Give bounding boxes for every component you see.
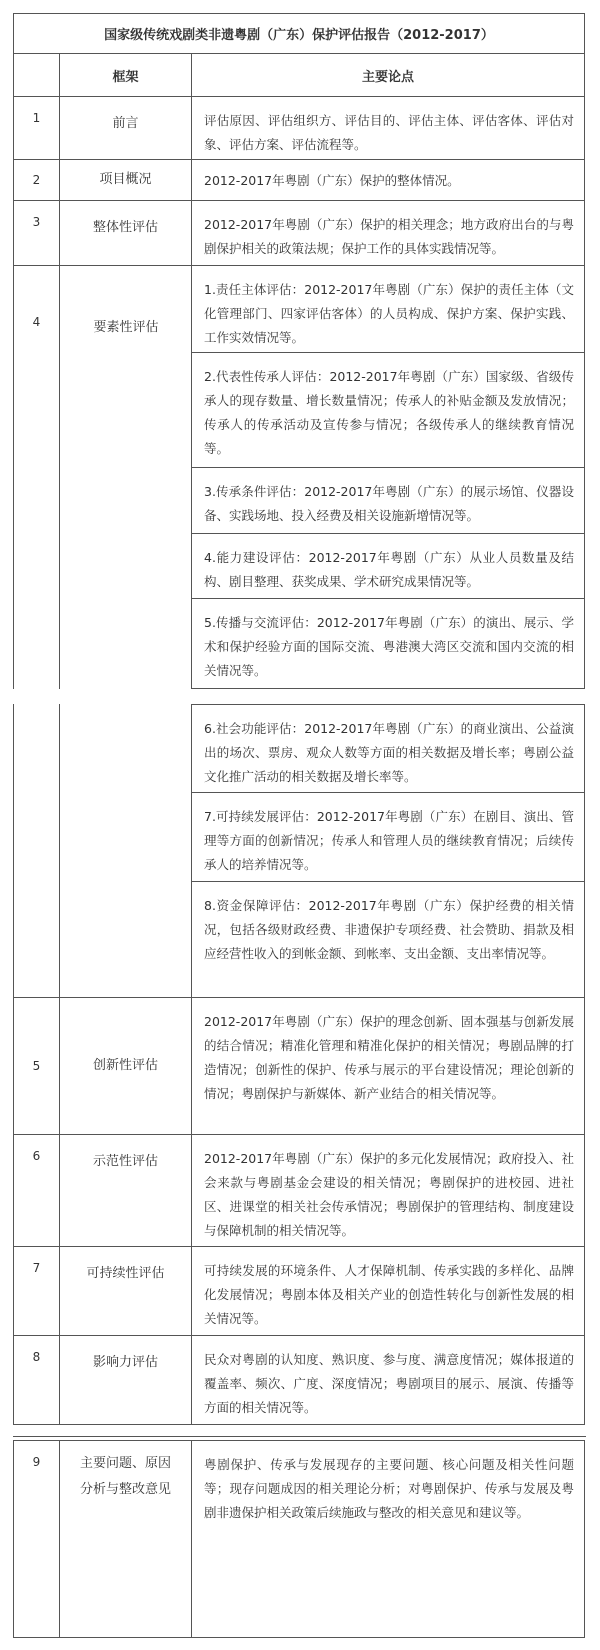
sub-item: 5.传播与交流评估：2012-2017年粤剧（广东）的演出、展示、学术和保护经验方面的国际交流、粤港澳大湾区交流和国内交流的相关情况等。 [191, 598, 585, 689]
table-row [13, 96, 585, 160]
column-divider [59, 704, 60, 998]
row-points: 评估原因、评估组织方、评估目的、评估主体、评估客体、评估对象、评估方案、评估流程等。 [204, 113, 574, 152]
row-framework: 可持续性评估 [60, 1247, 192, 1335]
row-number: 4 [14, 301, 60, 689]
row-number: 3 [14, 201, 60, 265]
table-row [13, 1246, 585, 1336]
sub-item: 1.责任主体评估：2012-2017年粤剧（广东）保护的责任主体（文化管理部门、四家评估客体）的人员构成、保护方案、保护实践、工作实效情况等。 [191, 265, 585, 353]
row-number: 5 [14, 998, 60, 1134]
header-framework: 框架 [59, 53, 192, 97]
sub-item: 3.传承条件评估：2012-2017年粤剧（广东）的展示场馆、仪器设备、实践场地、投入经费及相关设施新增情况等。 [191, 467, 585, 534]
table-row [13, 200, 585, 266]
row-number: 6 [14, 1135, 60, 1246]
row-points: 可持续发展的环境条件、人才保障机制、传承实践的多样化、品牌化发展情况；粤剧本体及相关产业的创造性转化与创新性发展的相关情况等。 [204, 1263, 574, 1326]
row-points: 2012-2017年粤剧（广东）保护的多元化发展情况；政府投入、社会来款与粤剧基金会建设的相关情况；粤剧保护的进校园、进社区、进课堂的相关社会传承情况；粤剧保护的管理结构、制度建设与保障机制的相关情况等。 [204, 1151, 574, 1238]
table-title: 国家级传统戏剧类非遗粤剧（广东）保护评估报告（2012-2017） [13, 13, 585, 54]
table-row [13, 997, 585, 1135]
header-num [13, 53, 60, 97]
table-row [13, 1335, 585, 1425]
row-points: 2012-2017年粤剧（广东）保护的理念创新、固本强基与创新发展的结合情况；精准化管理和精准化保护的相关情况；粤剧品牌的打造情况；创新性的保护、传承与展示的平台建设情况；理论创新的情况；粤剧保护与新媒体、新产业结合的相关情况等。 [204, 1014, 574, 1101]
table-row [13, 1440, 585, 1638]
row-number: 8 [14, 1336, 60, 1424]
row-framework: 要素性评估 [93, 320, 159, 335]
row-framework: 影响力评估 [60, 1336, 192, 1424]
row-points: 民众对粤剧的认知度、熟识度、参与度、满意度情况；媒体报道的覆盖率、频次、广度、深度情况；粤剧项目的展示、展演、传播等方面的相关情况等。 [204, 1352, 574, 1415]
row-framework: 创新性评估 [60, 998, 192, 1134]
header-points: 主要论点 [191, 53, 585, 97]
sub-item: 4.能力建设评估：2012-2017年粤剧（广东）从业人员数量及结构、剧目整理、获奖成果、学术研究成果情况等。 [191, 533, 585, 599]
row-framework: 整体性评估 [60, 201, 192, 265]
column-divider [59, 265, 60, 689]
row-number: 9 [14, 1441, 60, 1637]
row-framework: 前言 [60, 97, 192, 159]
sub-item: 2.代表性传承人评估：2012-2017年粤剧（广东）国家级、省级传承人的现存数量、增长数量情况；传承人的补贴金额及发放情况；传承人的传承活动及宣传参与情况；各级传承人的继续教育情况等。 [191, 352, 585, 468]
row-points: 粤剧保护、传承与发展现存的主要问题、核心问题及相关性问题等；现存问题成因的相关理论分析；对粤剧保护、传承与发展及粤剧非遗保护相关政策后续施政与整改的相关意见和建议等。 [204, 1457, 574, 1520]
row-number: 7 [14, 1247, 60, 1335]
row-number: 2 [14, 160, 60, 200]
row-framework: 主要问题、原因分析与整改意见 [60, 1441, 192, 1637]
row-framework: 项目概况 [60, 160, 192, 200]
row-number: 1 [14, 97, 60, 159]
sub-item: 6.社会功能评估：2012-2017年粤剧（广东）的商业演出、公益演出的场次、票房、观众人数等方面的相关数据及增长率；粤剧公益文化推广活动的相关数据及增长率等。 [191, 704, 585, 793]
column-divider [13, 704, 14, 998]
table-row [13, 1134, 585, 1247]
sub-item: 8.资金保障评估：2012-2017年粤剧（广东）保护经费的相关情况，包括各级财政经费、非遗保护专项经费、社会赞助、捐款及相应经营性收入的到帐金额、到帐率、支出金额、支出率情况等。 [191, 881, 585, 998]
row-points: 2012-2017年粤剧（广东）保护的相关理念；地方政府出台的与粤剧保护相关的政策法规；保护工作的具体实践情况等。 [204, 217, 574, 256]
row-points: 2012-2017年粤剧（广东）保护的整体情况。 [204, 173, 460, 188]
row-framework: 示范性评估 [60, 1135, 192, 1246]
table-divider [13, 1436, 586, 1437]
sub-item: 7.可持续发展评估：2012-2017年粤剧（广东）在剧目、演出、管理等方面的创新情况；传承人和管理人员的继续教育情况；后续传承人的培养情况等。 [191, 792, 585, 882]
table-row [13, 159, 585, 201]
